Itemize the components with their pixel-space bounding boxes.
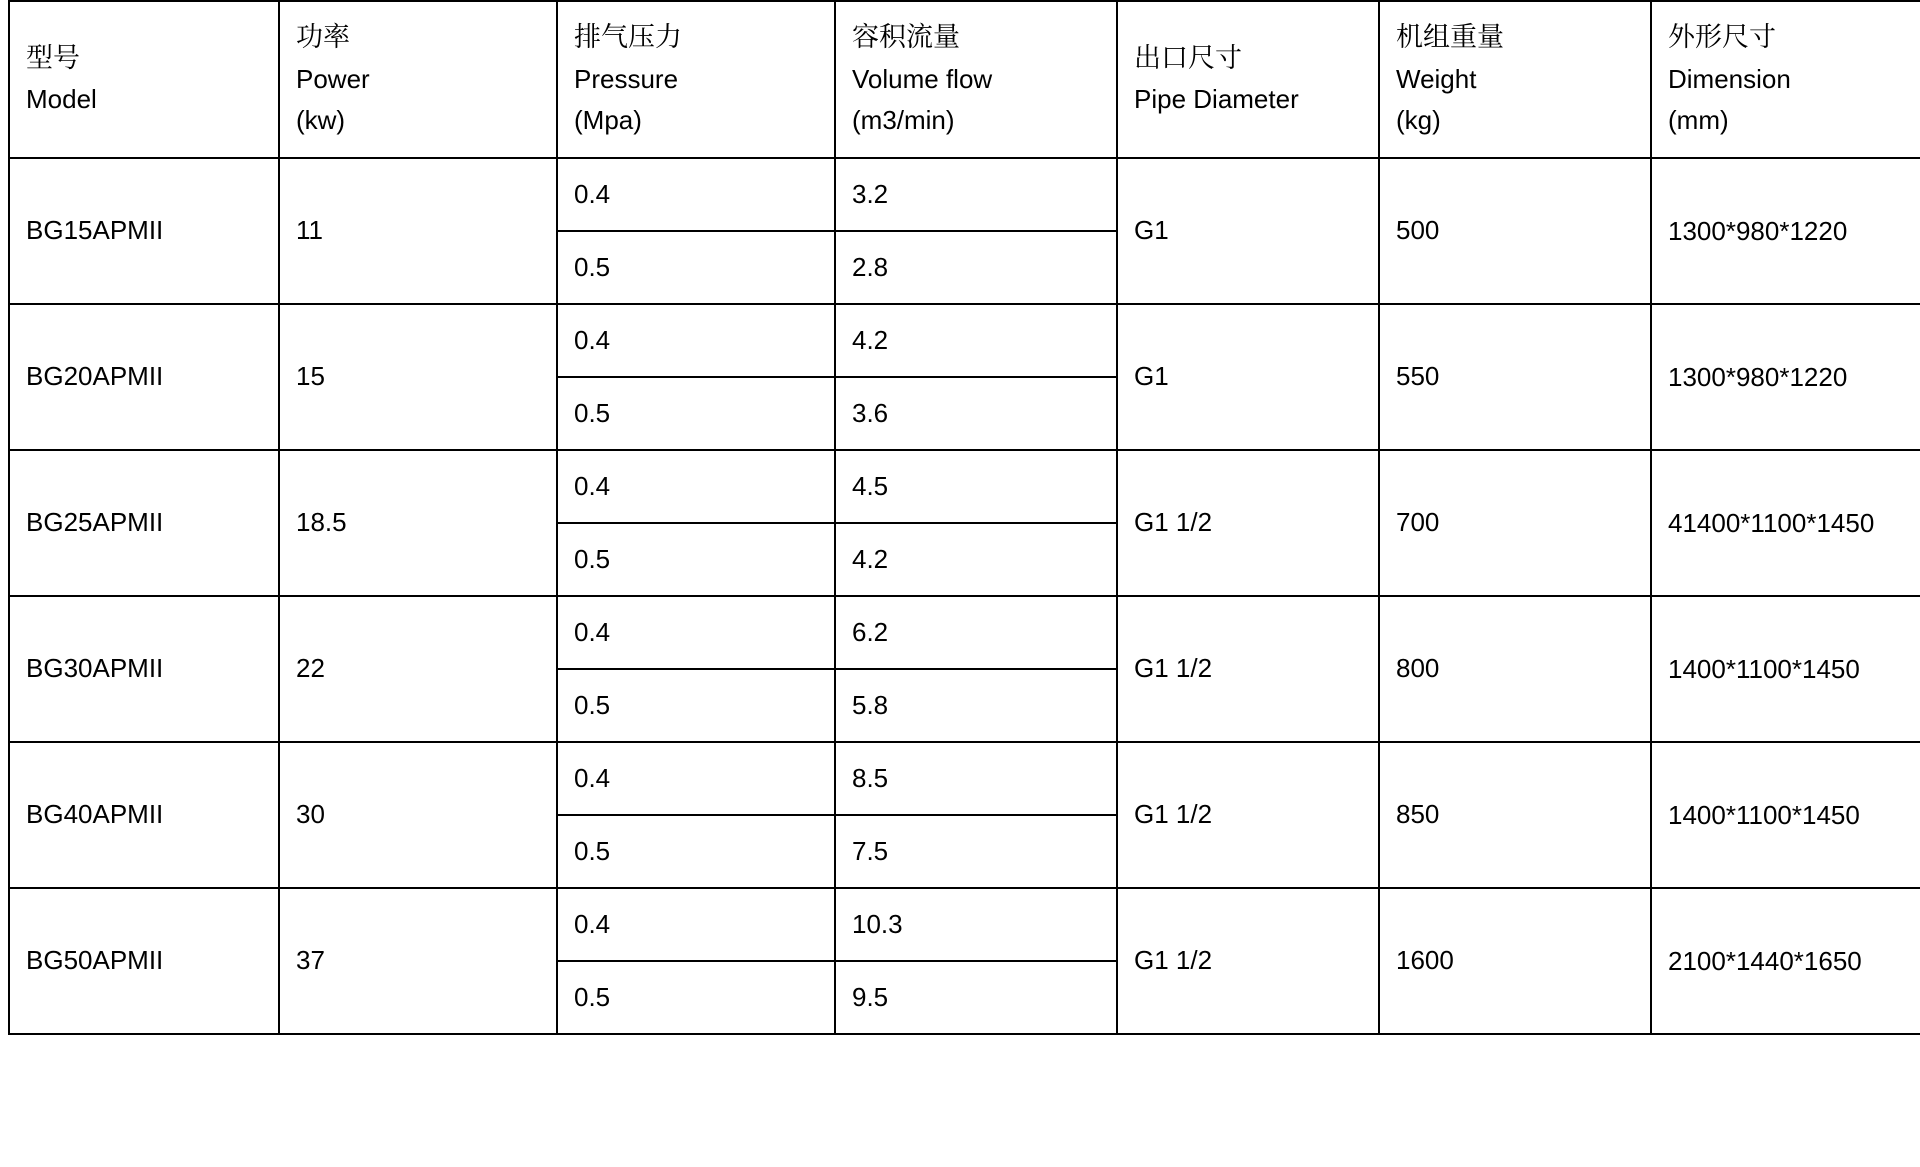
header-cell-model	[9, 1, 279, 158]
value-pipe-diameter: G1	[1134, 361, 1169, 392]
cell-volume-flow	[835, 523, 1117, 596]
value-power: 18.5	[296, 507, 347, 538]
header-pressure-unit: (Mpa)	[574, 104, 642, 135]
table-header	[9, 1, 1920, 158]
header-cell-power	[279, 1, 557, 158]
value-volume-flow: 3.6	[852, 397, 889, 428]
value-model: BG15APMII	[26, 215, 164, 246]
value-pipe-diameter: G1	[1134, 215, 1169, 246]
value-model: BG50APMII	[26, 945, 164, 976]
value-dimension: 1400*1100*1450	[1668, 653, 1860, 684]
cell-volume-flow	[835, 158, 1117, 231]
value-model: BG25APMII	[26, 507, 164, 538]
value-weight: 1600	[1396, 945, 1454, 976]
cell-volume-flow	[835, 596, 1117, 669]
cell-model	[9, 596, 279, 742]
header-weight-cn: 机组重量	[1396, 22, 1504, 52]
header-dimension-cn: 外形尺寸	[1668, 22, 1776, 52]
value-weight: 800	[1396, 653, 1440, 684]
header-power-cn: 功率	[296, 22, 350, 52]
value-model: BG20APMII	[26, 361, 164, 392]
value-volume-flow: 2.8	[852, 251, 889, 282]
value-volume-flow: 6.2	[852, 616, 889, 647]
cell-model	[9, 304, 279, 450]
cell-volume-flow	[835, 377, 1117, 450]
header-flow-en: Volume flow	[852, 63, 993, 94]
value-pressure: 0.5	[574, 397, 611, 428]
cell-pipe-diameter	[1117, 596, 1379, 742]
header-weight-unit: (kg)	[1396, 104, 1441, 135]
value-model: BG40APMII	[26, 799, 164, 830]
value-weight: 700	[1396, 507, 1440, 538]
header-cell-pipe-diameter	[1117, 1, 1379, 158]
value-pressure: 0.5	[574, 835, 611, 866]
cell-volume-flow	[835, 961, 1117, 1034]
cell-pressure	[557, 304, 835, 377]
value-power: 11	[296, 215, 323, 246]
value-power: 15	[296, 361, 325, 392]
header-cell-dimension	[1651, 1, 1920, 158]
header-flow-unit: (m3/min)	[852, 104, 955, 135]
value-pressure: 0.5	[574, 543, 611, 574]
cell-pressure	[557, 523, 835, 596]
value-pressure: 0.5	[574, 251, 611, 282]
header-pipe-en: Pipe Diameter	[1134, 84, 1299, 115]
cell-volume-flow	[835, 815, 1117, 888]
cell-volume-flow	[835, 231, 1117, 304]
cell-pipe-diameter	[1117, 158, 1379, 304]
cell-pressure	[557, 961, 835, 1034]
value-dimension: 1400*1100*1450	[1668, 799, 1860, 830]
value-power: 37	[296, 945, 325, 976]
header-pipe-cn: 出口尺寸	[1134, 42, 1242, 73]
table-row	[9, 304, 1920, 377]
cell-dimension	[1651, 888, 1920, 1034]
value-volume-flow: 8.5	[852, 762, 889, 793]
cell-pressure	[557, 669, 835, 742]
cell-weight	[1379, 888, 1651, 1034]
table-row	[9, 596, 1920, 669]
header-model-en: Model	[26, 84, 97, 115]
cell-pressure	[557, 596, 835, 669]
cell-dimension	[1651, 596, 1920, 742]
cell-model	[9, 742, 279, 888]
cell-dimension	[1651, 158, 1920, 304]
cell-weight	[1379, 158, 1651, 304]
header-row	[9, 1, 1920, 158]
header-power-en: Power	[296, 63, 370, 94]
cell-pressure	[557, 742, 835, 815]
cell-dimension	[1651, 304, 1920, 450]
cell-power	[279, 742, 557, 888]
cell-power	[279, 158, 557, 304]
value-volume-flow: 3.2	[852, 178, 889, 209]
header-pressure-cn: 排气压力	[574, 22, 682, 52]
value-volume-flow: 4.2	[852, 324, 889, 355]
value-weight: 500	[1396, 215, 1440, 246]
table-row	[9, 742, 1920, 815]
cell-weight	[1379, 596, 1651, 742]
value-pipe-diameter: G1 1/2	[1134, 653, 1213, 684]
value-volume-flow: 4.2	[852, 543, 889, 574]
cell-pressure	[557, 815, 835, 888]
table-row	[9, 888, 1920, 961]
value-model: BG30APMII	[26, 653, 164, 684]
header-cell-volume-flow	[835, 1, 1117, 158]
cell-pipe-diameter	[1117, 304, 1379, 450]
header-cell-weight	[1379, 1, 1651, 158]
cell-volume-flow	[835, 304, 1117, 377]
value-power: 22	[296, 653, 325, 684]
value-volume-flow: 4.5	[852, 470, 889, 501]
cell-model	[9, 888, 279, 1034]
value-volume-flow: 9.5	[852, 981, 889, 1012]
value-pressure: 0.4	[574, 762, 611, 793]
cell-model	[9, 158, 279, 304]
cell-volume-flow	[835, 888, 1117, 961]
value-dimension: 1300*980*1220	[1668, 361, 1848, 392]
value-pressure: 0.4	[574, 616, 611, 647]
table-body	[9, 158, 1920, 1034]
table-row	[9, 450, 1920, 523]
value-dimension: 1300*980*1220	[1668, 215, 1848, 246]
cell-dimension	[1651, 450, 1920, 596]
value-pressure: 0.5	[574, 689, 611, 720]
value-pressure: 0.4	[574, 324, 611, 355]
value-volume-flow: 10.3	[852, 908, 903, 939]
cell-weight	[1379, 742, 1651, 888]
value-power: 30	[296, 799, 325, 830]
cell-power	[279, 888, 557, 1034]
value-pipe-diameter: G1 1/2	[1134, 507, 1213, 538]
header-dimension-en: Dimension	[1668, 63, 1791, 94]
value-pipe-diameter: G1 1/2	[1134, 945, 1213, 976]
value-pressure: 0.4	[574, 470, 611, 501]
header-power-unit: (kw)	[296, 104, 346, 135]
value-pressure: 0.5	[574, 981, 611, 1012]
cell-weight	[1379, 450, 1651, 596]
cell-pressure	[557, 231, 835, 304]
cell-power	[279, 596, 557, 742]
value-pipe-diameter: G1 1/2	[1134, 799, 1213, 830]
value-weight: 550	[1396, 361, 1440, 392]
cell-weight	[1379, 304, 1651, 450]
value-weight: 850	[1396, 799, 1440, 830]
header-model-cn: 型号	[26, 42, 80, 73]
cell-power	[279, 304, 557, 450]
cell-volume-flow	[835, 742, 1117, 815]
cell-pressure	[557, 377, 835, 450]
table-row	[9, 158, 1920, 231]
cell-pressure	[557, 158, 835, 231]
header-flow-cn: 容积流量	[852, 22, 960, 52]
cell-pipe-diameter	[1117, 450, 1379, 596]
cell-volume-flow	[835, 669, 1117, 742]
cell-pressure	[557, 888, 835, 961]
cell-pressure	[557, 450, 835, 523]
cell-dimension	[1651, 742, 1920, 888]
cell-pipe-diameter	[1117, 888, 1379, 1034]
value-volume-flow: 5.8	[852, 689, 889, 720]
specification-table	[8, 0, 1920, 1035]
value-pressure: 0.4	[574, 908, 611, 939]
cell-power	[279, 450, 557, 596]
cell-model	[9, 450, 279, 596]
value-dimension: 2100*1440*1650	[1668, 945, 1862, 976]
value-volume-flow: 7.5	[852, 835, 889, 866]
cell-pipe-diameter	[1117, 742, 1379, 888]
header-pressure-en: Pressure	[574, 63, 679, 94]
value-pressure: 0.4	[574, 178, 611, 209]
cell-volume-flow	[835, 450, 1117, 523]
header-weight-en: Weight	[1396, 63, 1477, 94]
header-dimension-unit: (mm)	[1668, 104, 1729, 135]
value-dimension: 41400*1100*1450	[1668, 507, 1875, 538]
header-cell-pressure	[557, 1, 835, 158]
